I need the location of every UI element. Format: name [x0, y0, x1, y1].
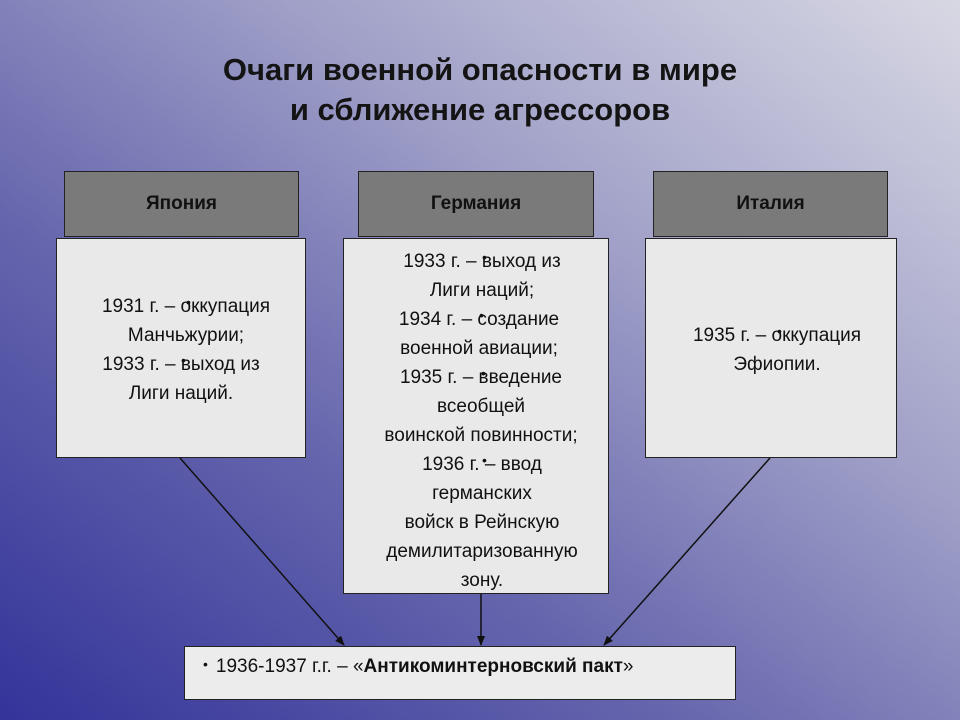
arrow-japan-to-pact [180, 458, 344, 645]
event-line: Лиги наций. [128, 383, 234, 404]
event-line: • 1933 г. – выход из [102, 354, 260, 375]
event-line: германских [432, 483, 532, 504]
event-line: военной авиации; [400, 338, 558, 359]
event-line: зону. [460, 570, 504, 591]
event-line: всеобщей [437, 396, 525, 417]
title-line-2: и сближение агрессоров [289, 92, 671, 127]
event-line: • 1933 г. – выход из [403, 251, 561, 272]
pact-prefix: 1936-1937 г.г. – « [215, 656, 364, 677]
header-germany: Германия [358, 171, 594, 237]
pact-box [184, 646, 736, 700]
pact-suffix: » [622, 656, 634, 677]
bullet-icon: • [203, 656, 208, 672]
header-italy: Италия [653, 171, 888, 237]
pact-name: Антикоминтерновский пакт [363, 656, 623, 677]
arrow-italy-to-pact [604, 458, 770, 645]
event-line: • 1931 г. – оккупация [101, 296, 271, 317]
event-line: • 1935 г. – оккупация [692, 325, 862, 346]
event-line: Манчьжурии; [127, 325, 245, 346]
event-line: воинской повинности; [384, 425, 578, 446]
event-line: демилитаризованную [386, 541, 578, 562]
event-line: войск в Рейнскую [404, 512, 560, 533]
event-line: • 1934 г. – создание [398, 309, 560, 330]
title-line-1: Очаги военной опасности в мире [222, 52, 738, 87]
event-line: Эфиопии. [733, 354, 821, 375]
header-japan: Япония [64, 171, 299, 237]
event-line: Лиги наций; [429, 280, 535, 301]
event-line: • 1935 г. – введение [399, 367, 562, 388]
event-line: • 1936 г. – ввод [422, 454, 542, 475]
